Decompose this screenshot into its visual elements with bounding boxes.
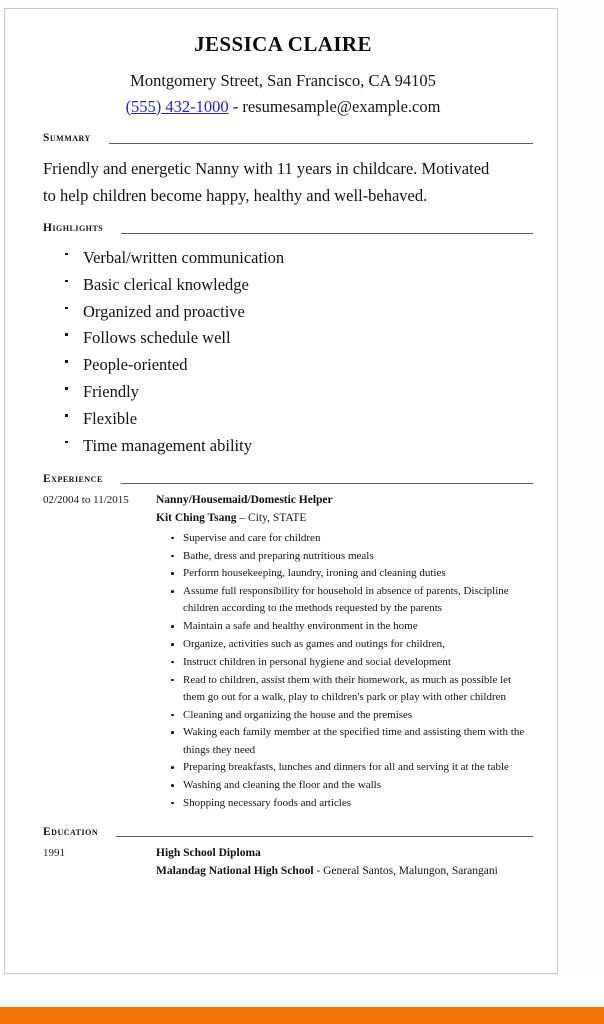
list-item: Waking each family member at the specified time and assisting them with the things they need [170,724,531,759]
list-item: Verbal/written communication [61,245,545,272]
list-item: Friendly [61,379,545,406]
section-title-education: Education [43,825,99,838]
education-date: 1991 [43,847,65,860]
job-location-separator: – [236,511,249,524]
job-duties-list [156,530,531,812]
candidate-contact-line [43,94,545,120]
list-item: Preparing breakfasts, lunches and dinners for all and serving it at the table [170,759,531,776]
list-item: Maintain a safe and healthy environment in the home [170,618,531,635]
job-organization-line [156,510,531,527]
list-item: Instruct children in personal hygiene and social development [170,654,531,671]
footer-accent-bar [0,1007,604,1024]
list-item: Basic clerical knowledge [61,272,545,299]
resume-content [5,9,557,973]
candidate-address-line [43,68,545,94]
list-item: Follows schedule well [61,325,545,352]
education-school: Malandag National High School [156,864,314,877]
section-header-summary [43,133,545,146]
education-location: General Santos, Malungon, Sarangani [323,864,498,877]
summary-text: Friendly and energetic Nanny with 11 years in childcare. Motivated to help children become happy, healthy and well-behaved. [43,158,490,205]
section-rule-highlights [121,233,533,234]
section-rule-education [116,836,533,837]
section-rule-summary [109,143,533,144]
resume-page [4,8,558,974]
list-item: Assume full responsibility for household in absence of parents, Discipline children according to the methods requested by the parents [170,583,531,618]
experience-body [156,492,545,812]
list-item: Cleaning and organizing the house and the premises [170,707,531,724]
list-item: Supervise and care for children [170,530,531,547]
highlights-list [43,245,545,460]
education-degree: High School Diploma [156,847,261,860]
section-title-highlights: Highlights [43,222,104,235]
candidate-email: resumesample@example.com [242,96,441,116]
section-rule-experience [121,483,533,484]
footer-gap [0,974,604,1007]
list-item: Shopping necessary foods and articles [170,795,531,812]
section-header-highlights [43,223,545,236]
section-header-experience [43,474,545,487]
list-item: Read to children, assist them with their homework, as much as possible let them go out for a walk, play to children's park or play with other children [170,672,531,707]
phone-link[interactable]: (555) 432-1000 [125,96,229,116]
contact-separator: - [228,96,243,116]
experience-date: 02/2004 to 11/2015 [43,494,129,507]
job-organization: Kit Ching Tsang [156,511,237,524]
education-school-line [156,863,531,881]
education-entry [43,845,545,881]
list-item: Organize, activities such as games and outings for children, [170,636,531,653]
list-item: Bathe, dress and preparing nutritious meals [170,548,531,565]
list-item: Time management ability [61,433,545,460]
list-item: People-oriented [61,352,545,379]
candidate-name: JESSICA CLAIRE [194,32,372,56]
section-title-summary: Summary [43,132,91,145]
section-header-education [43,827,545,840]
experience-entry [43,492,545,812]
job-title: Nanny/Housemaid/Domestic Helper [156,494,333,507]
list-item: Flexible [61,406,545,433]
job-location: City, STATE [248,511,307,524]
candidate-address: Montgomery Street, San Francisco, CA 94105 [130,71,436,91]
list-item: Perform housekeeping, laundry, ironing and cleaning duties [170,565,531,582]
list-item: Organized and proactive [61,299,545,326]
education-body [156,845,545,881]
section-title-experience: Experience [43,472,103,485]
education-location-separator: - [313,864,324,877]
list-item: Washing and cleaning the floor and the walls [170,777,531,794]
